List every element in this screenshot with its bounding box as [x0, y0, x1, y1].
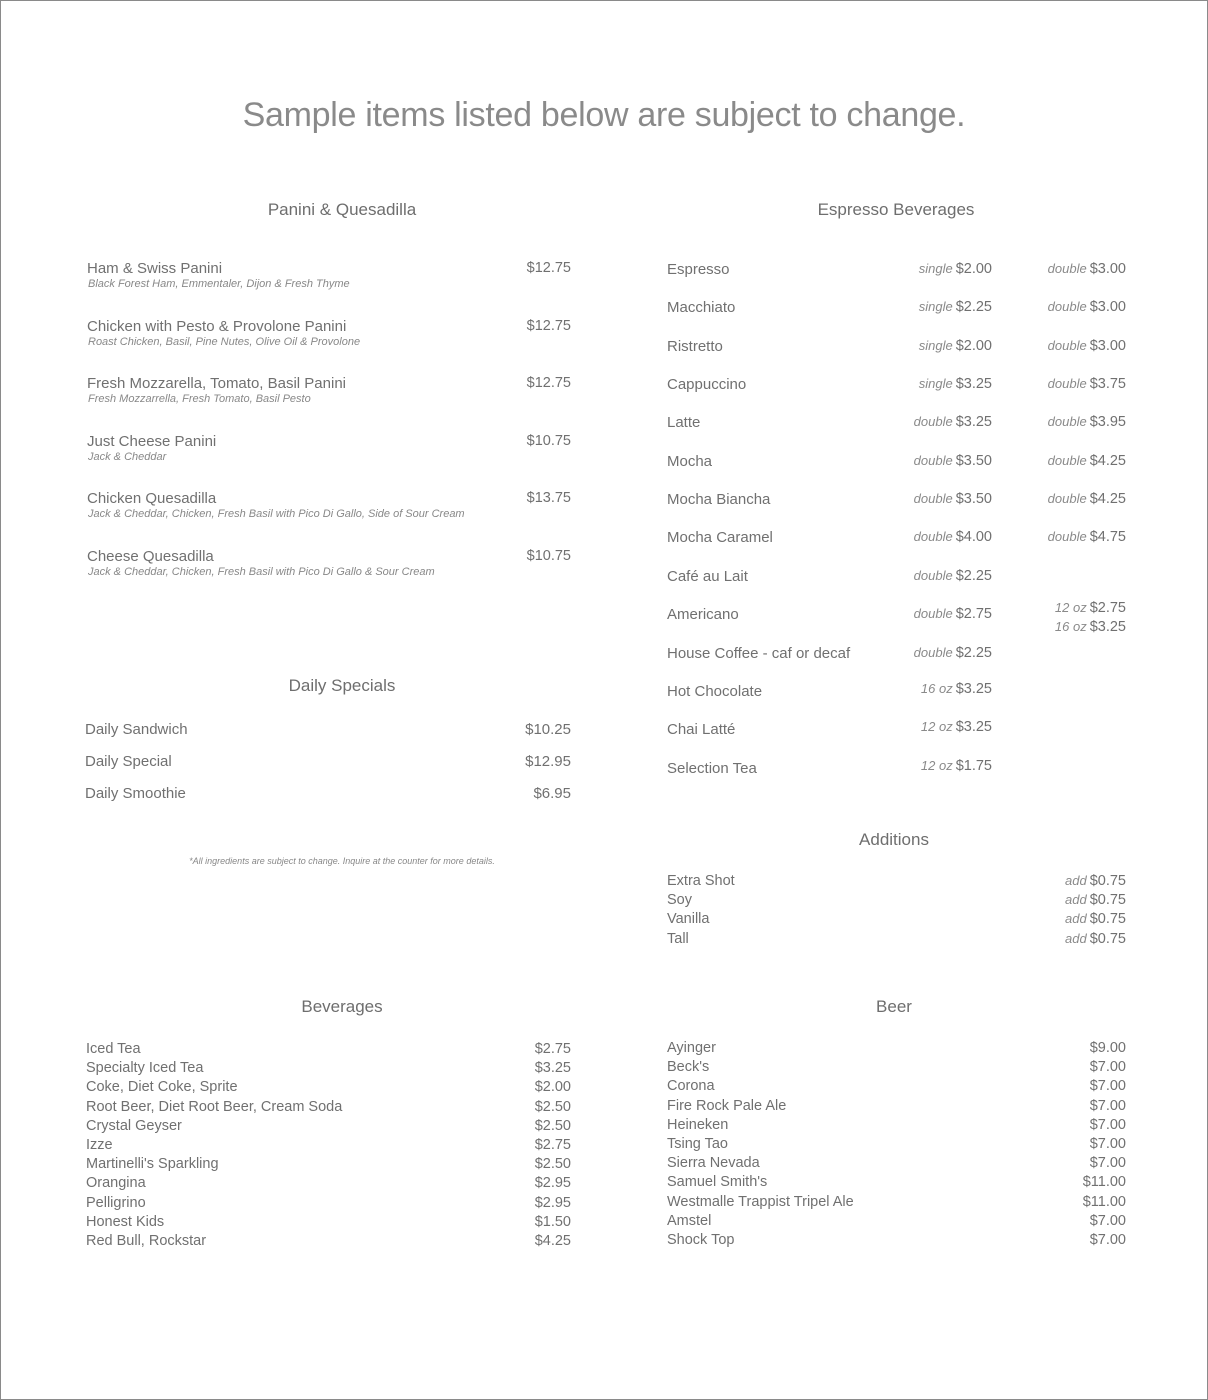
price-large [1048, 338, 1126, 354]
price-value: $3.00 [1089, 261, 1126, 277]
price-qualifier: double [1047, 491, 1087, 507]
price-qualifier: double [913, 529, 953, 545]
item-price [1065, 892, 1126, 908]
item-price [1090, 1213, 1126, 1229]
item-name: Just Cheese Panini [87, 432, 217, 450]
price-small [921, 758, 992, 774]
item-price [1083, 1174, 1126, 1190]
menu-item: Mocha Caramel [667, 529, 773, 547]
menu-item: Extra Shot [667, 873, 735, 889]
item-price [535, 1041, 571, 1057]
price-qualifier: double [1047, 414, 1087, 430]
price-small [914, 645, 992, 661]
price-value: $3.50 [955, 491, 992, 508]
price-large [1048, 491, 1126, 507]
price-value: $7.00 [1089, 1078, 1126, 1095]
price-value: $4.00 [955, 529, 992, 546]
price-value: $6.95 [533, 785, 571, 803]
item-price [1065, 911, 1126, 927]
price-qualifier: add [1065, 930, 1087, 946]
price-value: $0.75 [1089, 892, 1126, 909]
price-value: $3.25 [955, 719, 992, 736]
menu-item: Espresso [667, 261, 730, 278]
item-price [1090, 1232, 1126, 1248]
price-value: $2.00 [955, 261, 992, 277]
price-value: $10.25 [525, 721, 571, 738]
menu-item: Chai Latté [667, 721, 736, 739]
item-price [535, 1214, 571, 1230]
beer-heading: Beer [876, 997, 912, 1016]
menu-item: Tsing Tao [667, 1136, 728, 1152]
menu-item: Mocha [667, 452, 713, 470]
item-price [533, 785, 571, 802]
item-price [535, 1233, 571, 1249]
price-value: $0.75 [1089, 911, 1126, 928]
price-qualifier: double [1047, 452, 1087, 468]
item-name: Cheese Quesadilla [87, 548, 214, 565]
price-value: $7.00 [1089, 1232, 1126, 1248]
menu-item: Westmalle Trappist Tripel Ale [667, 1193, 854, 1210]
menu-item: Daily Smoothie [85, 785, 186, 803]
item-price [527, 548, 571, 564]
price-value: $12.95 [525, 753, 571, 771]
price-value: $3.50 [955, 452, 992, 469]
price-qualifier: double [913, 644, 953, 660]
item-price [527, 318, 571, 334]
item-price [1090, 1117, 1126, 1133]
price-value: $7.00 [1089, 1059, 1126, 1076]
price-qualifier: 16 oz [1054, 619, 1087, 635]
additions-heading: Additions [859, 830, 929, 849]
price-value: $13.75 [526, 490, 571, 507]
item-price [535, 1195, 571, 1211]
menu-item: Martinelli's Sparkling [86, 1156, 219, 1173]
price-large [1048, 529, 1126, 545]
price-small [919, 376, 992, 392]
item-price [535, 1079, 571, 1095]
price-small [919, 261, 992, 277]
menu-item: Selection Tea [667, 759, 757, 777]
menu-item: Macchiato [667, 299, 736, 317]
menu-item [87, 317, 361, 348]
price-value: $4.25 [1089, 452, 1126, 469]
price-value: $0.75 [1089, 930, 1126, 947]
menu-item: Mocha Biancha [667, 491, 771, 509]
item-price [1065, 873, 1126, 889]
price-value: $3.25 [1089, 619, 1126, 636]
menu-item: Americano [667, 606, 739, 624]
item-description: Roast Chicken, Basil, Pine Nutes, Olive Oil & Provolone [88, 335, 361, 348]
price-qualifier: add [1065, 911, 1087, 927]
price-small [914, 453, 992, 469]
price-small [921, 719, 992, 735]
price-qualifier: double [1047, 529, 1087, 545]
price-small [921, 681, 992, 697]
menu-item: Corona [667, 1078, 715, 1095]
price-qualifier: double [1047, 337, 1087, 353]
price-value: $2.50 [534, 1156, 571, 1173]
item-price [1090, 1040, 1126, 1056]
ingredients-note: *All ingredients are subject to change. Inquire at the counter for more details. [189, 856, 495, 866]
menu-item: Heineken [667, 1116, 729, 1133]
item-price [527, 375, 571, 391]
menu-item: Sierra Nevada [667, 1155, 760, 1172]
item-price [1083, 1194, 1126, 1210]
item-description: Jack & Cheddar, Chicken, Fresh Basil with Pico Di Gallo & Sour Cream [88, 566, 435, 578]
menu-item: Daily Sandwich [85, 721, 188, 738]
price-qualifier: double [913, 491, 953, 507]
price-qualifier: 16 oz [920, 680, 953, 696]
menu-item: Shock Top [667, 1232, 735, 1248]
price-value: $12.75 [526, 260, 571, 276]
menu-item: Orangina [86, 1175, 146, 1192]
item-price [535, 1137, 571, 1153]
price-qualifier: single [918, 337, 953, 353]
item-price [535, 1099, 571, 1115]
price-value: $7.00 [1089, 1155, 1126, 1172]
menu-item: Pelligrino [86, 1194, 146, 1211]
price-value: $4.25 [534, 1233, 571, 1249]
menu-item: Latte [667, 414, 701, 432]
price-value: $7.00 [1089, 1212, 1126, 1229]
price-value: $7.00 [1089, 1136, 1126, 1152]
item-name: Ham & Swiss Panini [87, 260, 223, 277]
price-qualifier: add [1065, 892, 1087, 908]
item-price [527, 433, 571, 449]
price-qualifier: double [913, 606, 953, 622]
item-price [527, 490, 571, 506]
item-name: Chicken with Pesto & Provolone Panini [87, 317, 347, 335]
price-small [914, 606, 992, 622]
price-value: $3.75 [1089, 376, 1126, 393]
price-qualifier: double [913, 414, 953, 430]
price-large [1048, 299, 1126, 315]
menu-item: Ristretto [667, 337, 723, 355]
price-value: $4.25 [1089, 491, 1126, 508]
menu-item: Red Bull, Rockstar [86, 1233, 207, 1249]
menu-item [87, 490, 465, 521]
menu-item: Hot Chocolate [667, 682, 763, 700]
price-qualifier: 12 oz [920, 719, 953, 735]
price-qualifier: add [1065, 873, 1087, 888]
price-value: $0.75 [1089, 873, 1126, 889]
beverages-heading: Beverages [301, 997, 383, 1016]
price-large [1048, 414, 1126, 430]
menu-item: Coke, Diet Coke, Sprite [86, 1079, 238, 1096]
menu-item: Soy [667, 892, 692, 909]
price-large [1048, 453, 1126, 469]
price-value: $2.25 [955, 567, 992, 584]
menu-item: Izze [86, 1137, 113, 1153]
menu-item: Café au Lait [667, 567, 748, 585]
item-price [535, 1060, 571, 1076]
price-value: $12.75 [526, 375, 571, 392]
menu-item: Vanilla [667, 911, 710, 928]
price-value: $10.75 [526, 548, 571, 564]
price-small [914, 568, 992, 584]
price-value: $10.75 [526, 432, 571, 449]
price-qualifier: double [1047, 261, 1087, 276]
menu-item: Crystal Geyser [86, 1117, 182, 1134]
price-value: $7.00 [1089, 1116, 1126, 1133]
price-value: $2.25 [955, 644, 992, 661]
price-value: $2.50 [534, 1098, 571, 1115]
item-price [535, 1156, 571, 1172]
price-small [914, 414, 992, 430]
price-qualifier: single [918, 299, 953, 315]
panini-heading: Panini & Quesadilla [267, 200, 417, 219]
price-large [1048, 261, 1126, 277]
price-value: $1.75 [955, 757, 992, 774]
price-large [1055, 600, 1126, 616]
price-small [919, 299, 992, 315]
item-name: Chicken Quesadilla [87, 490, 217, 508]
item-price [535, 1175, 571, 1191]
price-value: $3.25 [534, 1060, 571, 1077]
price-value: $3.25 [955, 680, 992, 697]
price-value: $2.75 [955, 606, 992, 623]
menu-item [87, 432, 217, 463]
price-qualifier: 12 oz [1054, 600, 1087, 616]
menu-item: House Coffee - caf or decaf [667, 644, 851, 662]
item-price [1090, 1136, 1126, 1152]
price-value: $2.95 [534, 1194, 571, 1211]
menu-item: Ayinger [667, 1040, 716, 1056]
item-price [1090, 1155, 1126, 1171]
price-qualifier: double [913, 567, 953, 583]
price-value: $2.75 [1089, 600, 1126, 617]
price-qualifier: double [1047, 376, 1087, 392]
price-value: $2.75 [534, 1137, 571, 1153]
item-price [525, 753, 571, 770]
price-value: $11.00 [1082, 1193, 1126, 1210]
price-qualifier: single [918, 261, 953, 276]
menu-item [87, 375, 346, 406]
item-price [1090, 1098, 1126, 1114]
price-value: $2.95 [534, 1175, 571, 1192]
menu-item [87, 548, 435, 578]
menu-item: Cappuccino [667, 376, 747, 394]
price-value: $4.75 [1089, 529, 1126, 546]
menu-item: Root Beer, Diet Root Beer, Cream Soda [86, 1098, 343, 1115]
price-value: $2.50 [534, 1117, 571, 1134]
item-name: Fresh Mozzarella, Tomato, Basil Panini [87, 375, 346, 393]
item-description: Jack & Cheddar [88, 450, 167, 463]
price-value: $2.00 [534, 1079, 571, 1096]
price-value: $3.95 [1089, 414, 1126, 431]
item-price [535, 1118, 571, 1134]
price-value: $2.25 [955, 299, 992, 316]
menu-item: Specialty Iced Tea [86, 1060, 204, 1077]
menu-item: Beck's [667, 1059, 710, 1076]
price-value: $1.50 [534, 1213, 571, 1230]
menu-item: Tall [667, 930, 689, 947]
price-large [1055, 619, 1126, 635]
item-price [525, 721, 571, 738]
price-qualifier: 12 oz [920, 757, 953, 773]
price-value: $3.00 [1089, 337, 1126, 354]
menu-item: Fire Rock Pale Ale [667, 1097, 787, 1114]
price-value: $2.00 [955, 337, 992, 354]
price-value: $12.75 [526, 317, 571, 334]
price-qualifier: double [913, 452, 953, 468]
price-value: $2.75 [534, 1041, 571, 1057]
price-value: $3.25 [955, 414, 992, 431]
price-small [914, 491, 992, 507]
price-small [919, 338, 992, 354]
item-price [1065, 931, 1126, 947]
price-value: $9.00 [1089, 1040, 1126, 1056]
item-price [1090, 1059, 1126, 1075]
price-small [914, 529, 992, 545]
price-qualifier: double [1047, 299, 1087, 315]
price-value: $11.00 [1082, 1174, 1126, 1191]
espresso-heading: Espresso Beverages [817, 200, 975, 219]
menu-item [87, 260, 350, 290]
price-value: $3.25 [955, 376, 992, 393]
item-price [527, 260, 571, 276]
item-price [1090, 1078, 1126, 1094]
price-value: $3.00 [1089, 299, 1126, 316]
menu-item: Daily Special [85, 753, 172, 771]
menu-item: Iced Tea [86, 1041, 141, 1057]
specials-heading: Daily Specials [288, 676, 396, 695]
menu-item: Samuel Smith's [667, 1174, 768, 1191]
page-title: Sample items listed below are subject to change. [242, 96, 966, 134]
item-description: Jack & Cheddar, Chicken, Fresh Basil with Pico Di Gallo, Side of Sour Cream [88, 508, 465, 521]
price-qualifier: single [918, 376, 953, 392]
menu-item: Honest Kids [86, 1213, 165, 1230]
menu-item: Amstel [667, 1212, 712, 1229]
price-value: $7.00 [1089, 1097, 1126, 1114]
price-large [1048, 376, 1126, 392]
item-description: Black Forest Ham, Emmentaler, Dijon & Fresh Thyme [88, 278, 350, 290]
item-description: Fresh Mozzarrella, Fresh Tomato, Basil Pesto [88, 393, 311, 406]
